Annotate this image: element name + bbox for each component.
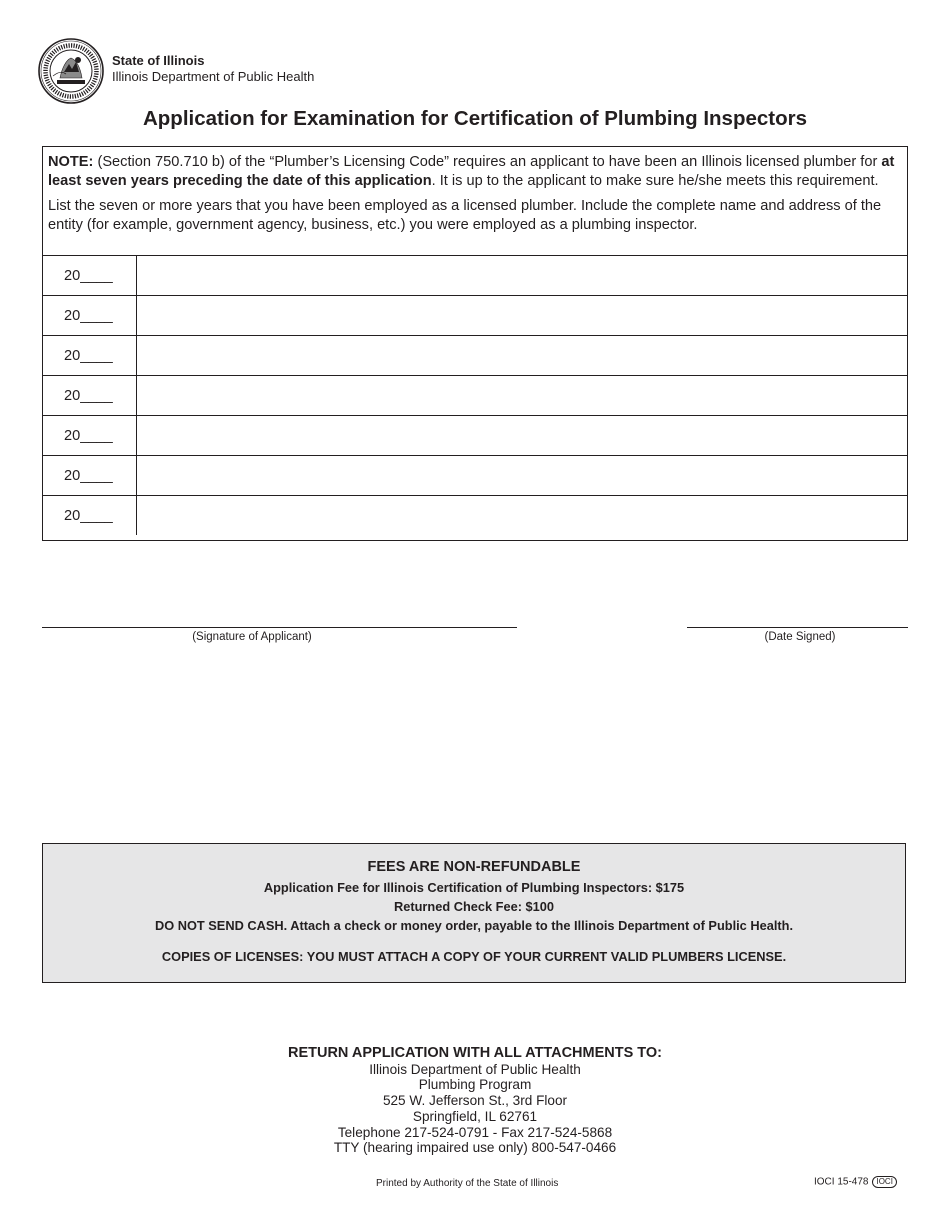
address-line: 525 W. Jefferson St., 3rd Floor xyxy=(382,1093,568,1109)
agency-header xyxy=(112,53,314,85)
year-field[interactable]: 20____ xyxy=(43,256,137,295)
year-row xyxy=(43,456,907,496)
year-row xyxy=(43,336,907,376)
fees-heading: FEES ARE NON-REFUNDABLE xyxy=(367,859,581,875)
year-row xyxy=(43,416,907,456)
note-bold: at least seven years preceding the date of this application xyxy=(48,154,895,189)
printed-by: Printed by Authority of the State of Illinois xyxy=(376,1178,559,1189)
form-title: Application for Examination for Certification of Plumbing Inspectors xyxy=(142,107,808,130)
year-field[interactable]: 20____ xyxy=(43,456,137,495)
signature-label: (Signature of Applicant) xyxy=(192,631,312,643)
copies-note: COPIES OF LICENSES: YOU MUST ATTACH A COPY OF YOUR CURRENT VALID PLUMBERS LICENSE. xyxy=(161,949,787,964)
ioci-badge: IOCI xyxy=(872,1176,896,1188)
address-line: Plumbing Program xyxy=(418,1077,532,1093)
year-field[interactable]: 20____ xyxy=(43,336,137,375)
employer-field[interactable] xyxy=(137,456,907,495)
returned-check-fee: Returned Check Fee: $100 xyxy=(393,899,555,914)
note-label: NOTE: xyxy=(48,154,94,170)
date-signed-label: (Date Signed) xyxy=(764,631,836,643)
employment-history-box xyxy=(42,146,908,541)
fees-box xyxy=(42,843,906,983)
note-text-a: (Section 750.710 b) of the “Plumber’s Licensing Code” requires an applicant to have been an Illinois licensed plumber for xyxy=(93,154,882,170)
employer-field[interactable] xyxy=(137,496,907,535)
employer-field[interactable] xyxy=(137,416,907,455)
year-field[interactable]: 20____ xyxy=(43,296,137,335)
note-paragraph xyxy=(48,153,901,190)
return-heading: RETURN APPLICATION WITH ALL ATTACHMENTS TO: xyxy=(287,1045,662,1061)
employer-field[interactable] xyxy=(137,376,907,415)
employer-field[interactable] xyxy=(137,256,907,295)
year-row xyxy=(43,296,907,336)
form-number-area xyxy=(814,1176,897,1188)
year-row xyxy=(43,376,907,416)
address-line: Telephone 217-524-0791 - Fax 217-524-5868 xyxy=(337,1124,613,1140)
application-fee: Application Fee for Illinois Certification of Plumbing Inspectors: $175 xyxy=(263,880,685,895)
state-name: State of Illinois xyxy=(112,53,205,68)
year-row xyxy=(43,256,907,296)
state-seal-logo xyxy=(38,38,104,104)
year-field[interactable]: 20____ xyxy=(43,496,137,535)
address-line: Springfield, IL 62761 xyxy=(412,1108,538,1124)
return-address xyxy=(0,1046,950,1156)
address-line: Illinois Department of Public Health xyxy=(369,1061,581,1077)
year-field[interactable]: 20____ xyxy=(43,376,137,415)
note-text-b: . It is up to the applicant to make sure he/she meets this requirement. xyxy=(431,172,879,189)
department-name: Illinois Department of Public Health xyxy=(112,69,315,84)
note-section xyxy=(43,147,907,256)
payment-note: DO NOT SEND CASH. Attach a check or money order, payable to the Illinois Department of Public Health. xyxy=(154,918,794,933)
address-line: TTY (hearing impaired use only) 800-547-0466 xyxy=(333,1140,617,1156)
year-field[interactable]: 20____ xyxy=(43,416,137,455)
employer-field[interactable] xyxy=(137,296,907,335)
year-row xyxy=(43,496,907,535)
signature-line[interactable] xyxy=(42,627,517,628)
employer-field[interactable] xyxy=(137,336,907,375)
date-signed-line[interactable] xyxy=(687,627,908,628)
instructions-paragraph: List the seven or more years that you have been employed as a licensed plumber. Include the complete name and address of the entity (for example, government agency, business, etc.) you were employed as a plumbing inspector. xyxy=(48,198,882,233)
form-number: IOCI 15-478 xyxy=(814,1176,869,1188)
